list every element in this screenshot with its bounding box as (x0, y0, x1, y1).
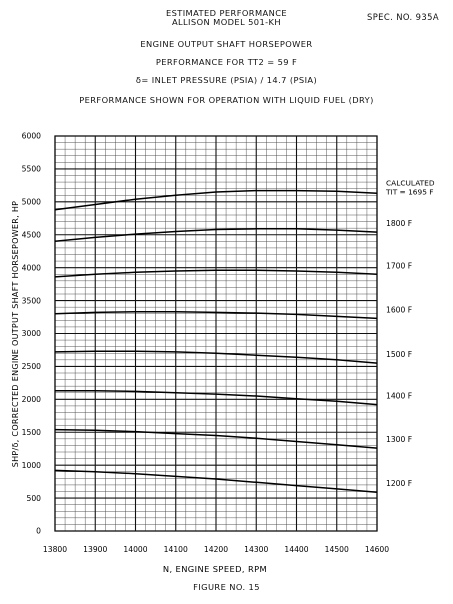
x-axis-label: N, ENGINE SPEED, RPM (162, 564, 268, 574)
delta-definition: δ= INLET PRESSURE (PSIA) / 14.7 (PSIA) (135, 75, 318, 85)
series-label: 1600 F (386, 305, 413, 315)
y-tick-label: 0 (36, 526, 41, 536)
y-tick-label: 500 (26, 493, 41, 503)
series-label: 1400 F (386, 391, 413, 401)
y-axis-label: SHP/δ, CORRECTED ENGINE OUTPUT SHAFT HORSEPOWER, HP (11, 200, 20, 468)
chart-title-line1: ESTIMATED PERFORMANCE (165, 8, 288, 18)
x-tick-label: 14300 (244, 545, 269, 554)
x-tick-label: 14600 (364, 545, 390, 554)
series-label: 1700 F (386, 261, 413, 271)
y-tick-label: 3000 (21, 329, 41, 339)
y-tick-label: 2500 (21, 362, 41, 372)
x-tick-label: 13800 (42, 545, 68, 554)
y-tick-label: 5500 (21, 164, 41, 174)
chart-heading: ENGINE OUTPUT SHAFT HORSEPOWER (140, 39, 313, 49)
x-tick-label: 14000 (123, 545, 148, 554)
series-label-cont: TIT = 1695 F (386, 187, 434, 197)
y-tick-label: 1500 (21, 427, 41, 437)
y-tick-label: 6000 (21, 131, 41, 141)
y-tick-label: 2000 (21, 395, 41, 405)
series-label: 1800 F (386, 219, 413, 229)
chart-title-line2: ALLISON MODEL 501-KH (171, 17, 282, 27)
x-tick-label: 13900 (83, 545, 108, 554)
series-labels (385, 178, 435, 488)
performance-condition: PERFORMANCE FOR TT2 = 59 F (155, 57, 298, 67)
series-label: 1300 F (386, 435, 413, 445)
spec-number: SPEC. NO. 935A (367, 12, 439, 22)
y-tick-label: 4500 (21, 230, 41, 240)
fuel-note: PERFORMANCE SHOWN FOR OPERATION WITH LIQUID FUEL (DRY) (79, 95, 374, 105)
x-tick-label: 14500 (324, 545, 349, 554)
x-tick-label: 14200 (203, 545, 229, 554)
y-tick-label: 1000 (21, 460, 41, 470)
x-tick-label: 14400 (284, 545, 309, 554)
series-label: 1200 F (386, 479, 413, 489)
y-tick-label: 4000 (21, 263, 41, 273)
series-label: 1500 F (386, 350, 413, 360)
series-label: CALCULATED (386, 178, 435, 188)
x-tick-label: 14100 (163, 545, 188, 554)
figure-label: FIGURE NO. 15 (193, 582, 260, 592)
y-tick-label: 5000 (21, 197, 41, 207)
y-tick-label: 3500 (21, 296, 41, 306)
